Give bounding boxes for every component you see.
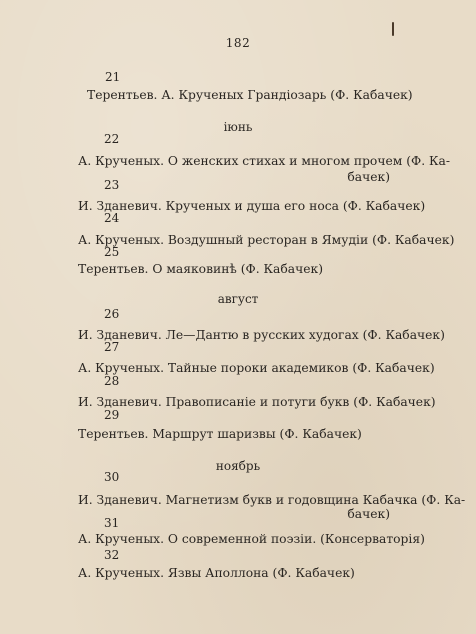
entry-text: А. Крученых. Язвы Аполлона (Ф. Кабачек): [78, 566, 355, 580]
month-heading: іюнь: [223, 120, 253, 134]
entry-text-continued: бачек): [347, 507, 390, 521]
month-heading: ноябрь: [215, 459, 261, 473]
entry-text: И. Зданевич. Крученых и душа его носа (Ф. Кабачек): [78, 199, 426, 213]
entry-text: И. Зданевич. Правописаніе и потуги букв (Ф. Кабачек): [78, 395, 436, 409]
entry-number: 32: [104, 548, 120, 562]
entry-text-continued: бачек): [347, 170, 390, 184]
entry-number: 26: [104, 307, 120, 321]
entry-number: 22: [104, 132, 120, 146]
entry-text: Терентьев. А. Крученых Грандіозарь (Ф. Кабачек): [87, 88, 413, 102]
entry-number: 21: [105, 70, 121, 84]
entry-text: И. Зданевич. Ле—Дантю в русских худогах (Ф. Кабачек): [78, 328, 445, 342]
entry-number: 31: [104, 516, 120, 530]
entry-text: И. Зданевич. Магнетизм букв и годовщина Кабачка (Ф. Ка-: [78, 493, 466, 507]
entry-text: А. Крученых. Воздушный ресторан в Ямудіи (Ф. Кабачек): [78, 233, 455, 247]
entry-number: 24: [104, 211, 120, 225]
entry-number: 23: [104, 178, 120, 192]
entry-text: А. Крученых. О современной поэзіи. (Консерваторія): [78, 532, 425, 546]
month-heading: август: [217, 292, 259, 306]
page-number: 182: [225, 36, 251, 50]
entry-text: Терентьев. Маршрут шаризвы (Ф. Кабачек): [78, 427, 362, 441]
entry-number: 27: [104, 340, 120, 354]
entry-text: Терентьев. О маяковинѣ (Ф. Кабачек): [78, 262, 324, 276]
entry-text: А. Крученых. О женских стихах и многом прочем (Ф. Ка-: [78, 154, 451, 168]
entry-number: 30: [104, 470, 120, 484]
entry-number: 29: [104, 408, 120, 422]
entry-number: 25: [104, 245, 120, 259]
entry-number: 28: [104, 374, 120, 388]
entry-text: А. Крученых. Тайные пороки академиков (Ф. Кабачек): [78, 361, 435, 375]
ink-mark: [392, 22, 394, 36]
